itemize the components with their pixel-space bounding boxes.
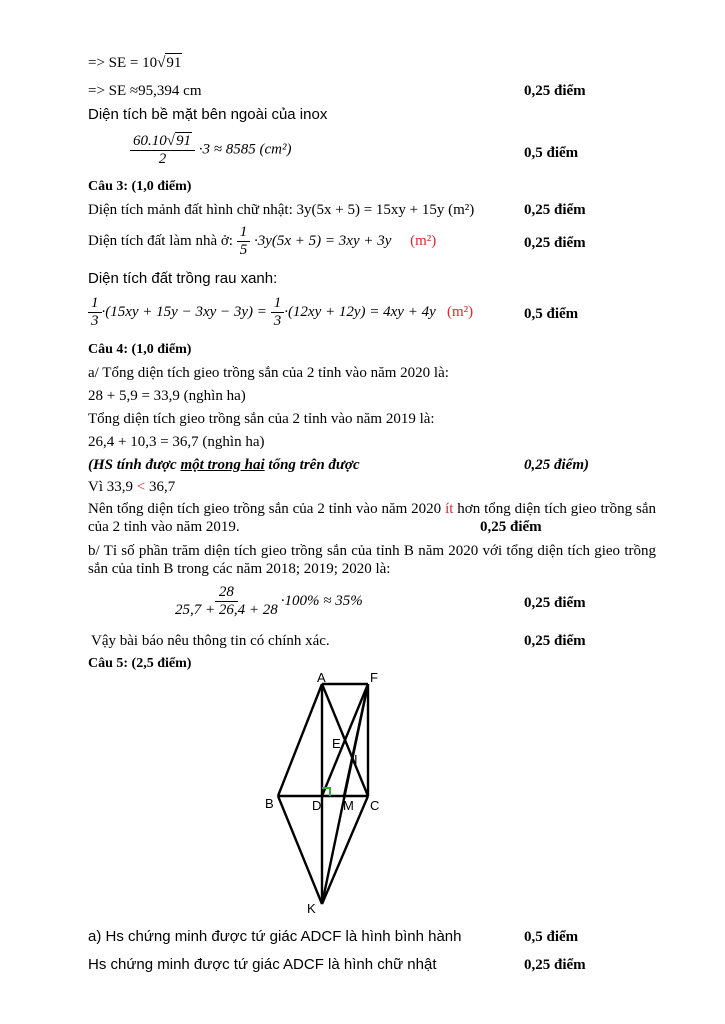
question-5-title: Câu 5: (2,5 điểm): [88, 656, 192, 671]
surface-area-heading: Diện tích bề mặt bên ngoài của inox: [88, 106, 328, 123]
c3-frac-2: $\frac{1}{3}$: [271, 295, 285, 330]
points-c4-b: 0,25 điểm: [524, 595, 586, 611]
points-c5-b: 0,25 điểm: [524, 957, 586, 973]
c4-a-sum-2020: 28 + 5,9 = 33,9 (nghìn ha): [88, 388, 246, 404]
c4-conclusion: Nên tổng diện tích gieo trồng sắn của 2 tỉnh vào năm 2020 ít hơn tổng diện tích gieo trồng sắn của 2 tỉnh vào năm 2019.: [88, 501, 657, 535]
points-c3-2: 0,25 điểm: [524, 235, 586, 251]
c4-a-question-2019: Tổng diện tích gieo trồng sắn của 2 tỉnh vào năm 2019 là:: [88, 411, 435, 427]
points-c4-vay: 0,25 điểm: [524, 633, 586, 649]
points-c3-1: 0,25 điểm: [524, 202, 586, 218]
points-c4-hs: 0,25 điểm): [524, 457, 589, 473]
c4-b-fraction: $\frac{28}{25,7 + 26,4 + 28}$: [175, 584, 278, 618]
se-line-1: => SE = 10√91: [88, 55, 182, 71]
label-i: I: [354, 752, 358, 767]
c3-vegetable-heading: Diện tích đất trồng rau xanh:: [88, 270, 278, 287]
c3-rect-area: Diện tích mảnh đất hình chữ nhật: 3y(5x + 5) = 15xy + 15y (m²): [88, 202, 475, 218]
c3-house-fraction: $\frac{1}{5}$: [237, 224, 251, 259]
c5-a-parallelogram: a) Hs chứng minh được tứ giác ADCF là hình bình hành: [88, 928, 462, 945]
label-m: M: [343, 798, 354, 813]
label-c: C: [370, 798, 380, 813]
label-f: F: [370, 670, 378, 685]
points-c5-a: 0,5 điểm: [524, 929, 579, 945]
points-area: 0,5 điểm: [524, 145, 579, 161]
area-fraction: $\frac{60.10√91}{2}$: [130, 132, 195, 168]
c3-house-area: Diện tích đất làm nhà ở: $\frac{1}{5}$ ·3y(5x + 5) = 3xy + 3y (m²): [88, 224, 437, 258]
c4-a-question: a/ Tổng diện tích gieo trồng sắn của 2 tỉnh vào năm 2020 là:: [88, 365, 449, 381]
segment-mf: [344, 684, 368, 796]
c3-frac-1: $\frac{1}{3}$: [88, 295, 102, 330]
label-b: B: [265, 796, 274, 811]
label-e: E: [332, 736, 341, 751]
c4-final: Vậy bài báo nêu thông tin có chính xác.: [91, 633, 330, 649]
label-d: D: [312, 798, 322, 813]
c4-b-formula: $\frac{28}{25,7 + 26,4 + 28}$ ·100% ≈ 35%: [172, 584, 363, 619]
points-se: 0,25 điểm: [524, 83, 586, 99]
c4-hs-note: (HS tính được một trong hai tổng trên được: [88, 457, 360, 473]
segment-ab: [278, 684, 322, 796]
c4-comparison: Vì 33,9 < 36,7: [88, 479, 176, 495]
points-c4-nen: 0,25 điểm: [480, 519, 542, 535]
label-k: K: [307, 901, 316, 915]
label-a: A: [317, 670, 326, 685]
se-line-2: => SE ≈95,394 cm: [88, 83, 202, 99]
surface-area-formula: $\frac{60.10√91}{2}$ ·3 ≈ 8585 (cm²): [130, 132, 291, 168]
geometry-figure: [262, 670, 382, 915]
c4-b-question: b/ Tỉ số phần trăm diện tích gieo trồng sắn của tỉnh B năm 2020 với tổng diện tích gieo trồng sắn của tỉnh B trong các năm 2018; 2019; 2020 là:: [88, 543, 656, 577]
c3-vegetable-formula: $\frac{1}{3}$ ·(15xy + 15y − 3xy − 3y) = $\frac{1}{3}$ ·(12xy + 12y) = 4xy + 4y (m²): [88, 295, 473, 330]
c4-a-sum-2019: 26,4 + 10,3 = 36,7 (nghìn ha): [88, 434, 265, 450]
points-c3-3: 0,5 điểm: [524, 306, 579, 322]
c5-a-rectangle: Hs chứng minh được tứ giác ADCF là hình chữ nhật: [88, 956, 437, 973]
question-3-title: Câu 3: (1,0 điểm): [88, 179, 192, 194]
question-4-title: Câu 4: (1,0 điểm): [88, 342, 192, 357]
